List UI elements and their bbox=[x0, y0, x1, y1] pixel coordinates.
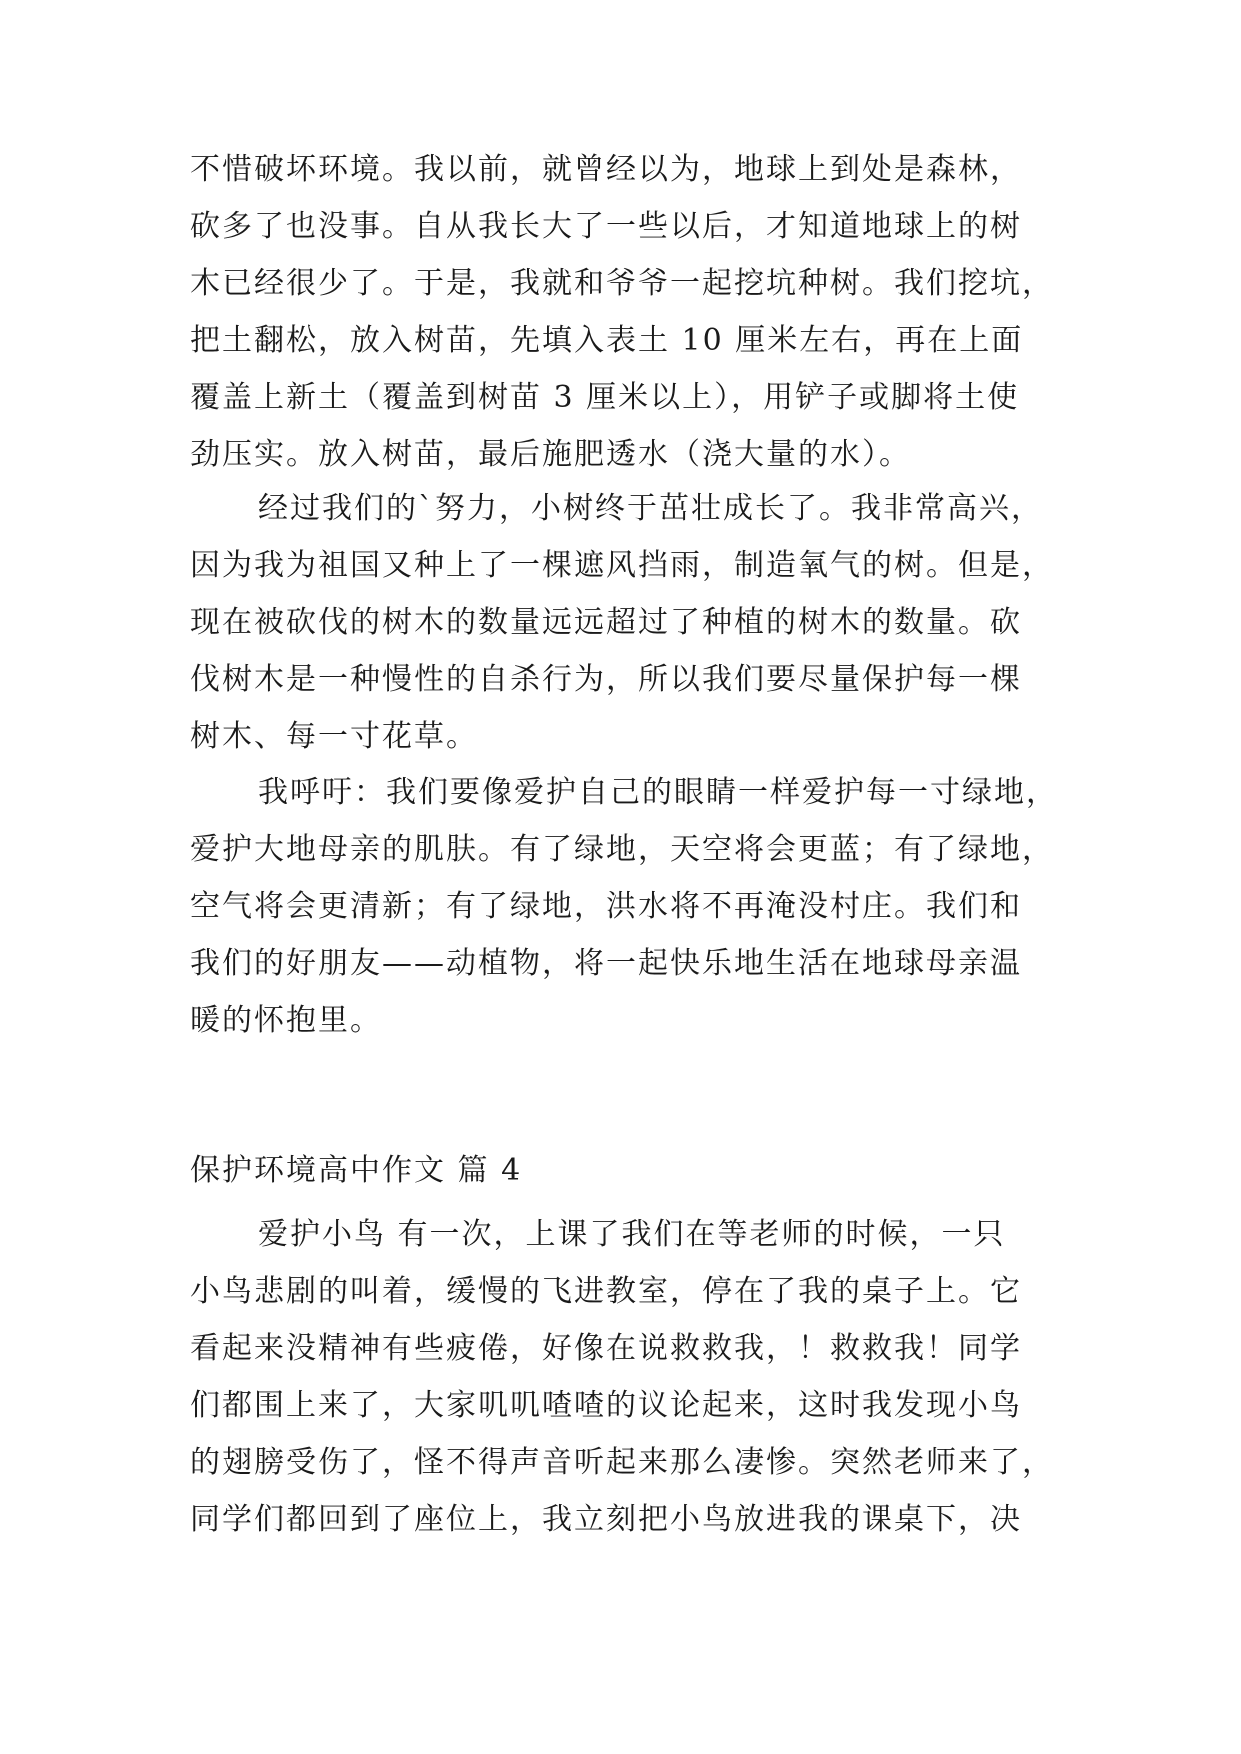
paragraph-line: 爱护小鸟 有一次，上课了我们在等老师的时候，一只 bbox=[258, 1217, 1006, 1252]
paragraph-line: 看起来没精神有些疲倦，好像在说救救我，！救救我！同学 bbox=[190, 1331, 1022, 1366]
paragraph-line: 伐树木是一种慢性的自杀行为，所以我们要尽量保护每一棵 bbox=[190, 662, 1022, 697]
paragraph-line: 的翅膀受伤了，怪不得声音听起来那么凄惨。突然老师来了， bbox=[190, 1445, 1054, 1480]
paragraph-line: 把土翻松，放入树苗，先填入表土 10 厘米左右，再在上面 bbox=[190, 323, 1024, 358]
paragraph-line: 木已经很少了。于是，我就和爷爷一起挖坑种树。我们挖坑， bbox=[190, 266, 1054, 301]
paragraph-line: 我呼吁：我们要像爱护自己的眼睛一样爱护每一寸绿地， bbox=[258, 775, 1058, 810]
paragraph-1 bbox=[190, 141, 1054, 483]
paragraph-line: 同学们都回到了座位上，我立刻把小鸟放进我的课桌下，决 bbox=[190, 1502, 1022, 1537]
paragraph-4 bbox=[190, 1206, 1054, 1548]
section-heading: 保护环境高中作文 篇 4 bbox=[190, 1153, 523, 1188]
paragraph-line: 劲压实。放入树苗，最后施肥透水（浇大量的水）。 bbox=[190, 437, 911, 472]
paragraph-line: 空气将会更清新；有了绿地，洪水将不再淹没村庄。我们和 bbox=[190, 889, 1022, 924]
paragraph-line: 不惜破坏环境。我以前，就曾经以为，地球上到处是森林， bbox=[190, 152, 1022, 187]
paragraph-2 bbox=[190, 480, 1054, 765]
paragraph-line: 覆盖上新土（覆盖到树苗 3 厘米以上），用铲子或脚将土使 bbox=[190, 380, 1020, 415]
paragraph-line: 砍多了也没事。自从我长大了一些以后，才知道地球上的树 bbox=[190, 209, 1022, 244]
paragraph-3 bbox=[190, 764, 1058, 1049]
paragraph-line: 树木、每一寸花草。 bbox=[190, 719, 478, 754]
paragraph-line: 经过我们的`努力，小树终于茁壮成长了。我非常高兴， bbox=[258, 491, 1043, 526]
paragraph-line: 小鸟悲剧的叫着，缓慢的飞进教室，停在了我的桌子上。它 bbox=[190, 1274, 1022, 1309]
paragraph-line: 因为我为祖国又种上了一棵遮风挡雨，制造氧气的树。但是， bbox=[190, 548, 1054, 583]
paragraph-line: 们都围上来了，大家叽叽喳喳的议论起来，这时我发现小鸟 bbox=[190, 1388, 1022, 1423]
paragraph-line: 爱护大地母亲的肌肤。有了绿地，天空将会更蓝；有了绿地， bbox=[190, 832, 1054, 867]
paragraph-line: 暖的怀抱里。 bbox=[190, 1003, 382, 1038]
paragraph-line: 现在被砍伐的树木的数量远远超过了种植的树木的数量。砍 bbox=[190, 605, 1022, 640]
paragraph-line: 我们的好朋友——动植物，将一起快乐地生活在地球母亲温 bbox=[190, 946, 1022, 981]
